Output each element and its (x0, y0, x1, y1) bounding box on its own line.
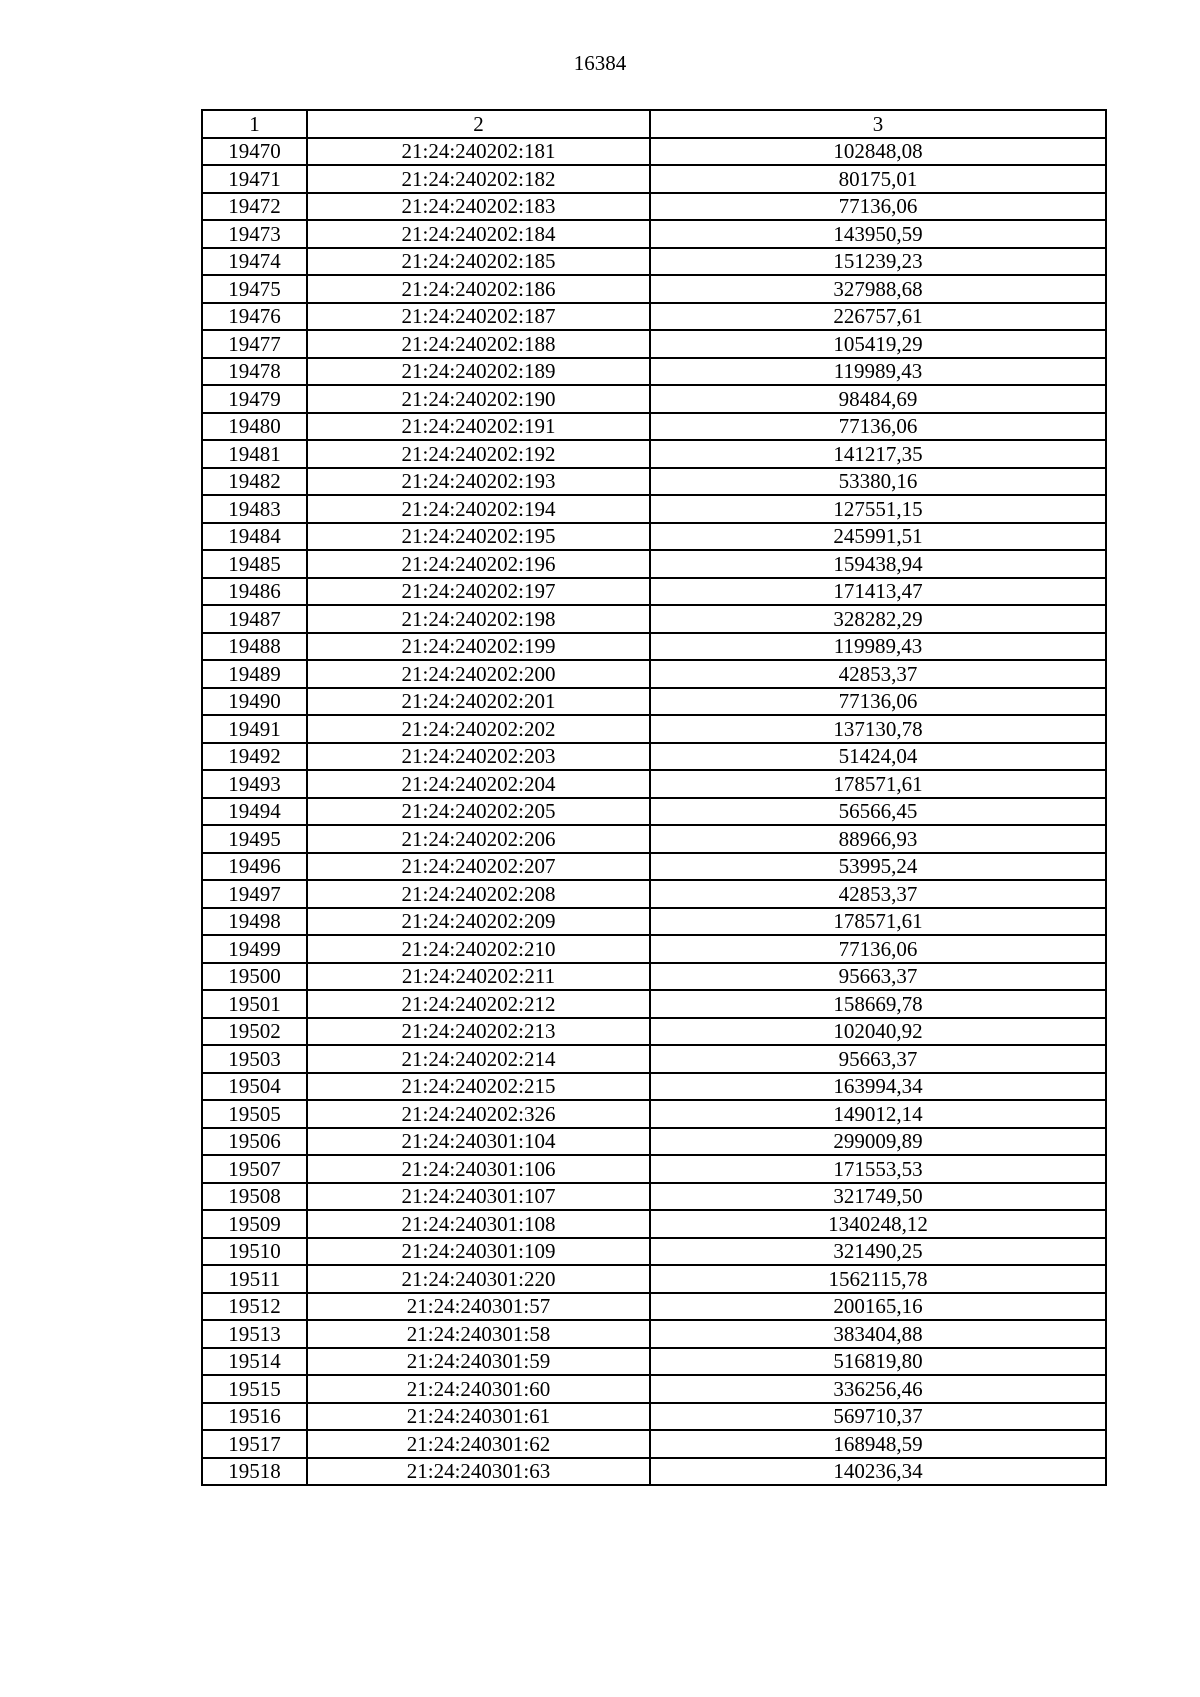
table-row (202, 523, 1106, 551)
cadastral-number-cell: 21:24:240301:220 (307, 1265, 650, 1293)
row-number-cell: 19482 (202, 468, 307, 496)
table-row (202, 1073, 1106, 1101)
value-cell: 159438,94 (650, 550, 1106, 578)
cadastral-number-cell: 21:24:240202:206 (307, 825, 650, 853)
cadastral-number-cell: 21:24:240301:59 (307, 1348, 650, 1376)
value-cell: 140236,34 (650, 1458, 1106, 1486)
value-cell: 299009,89 (650, 1128, 1106, 1156)
cadastral-number-cell: 21:24:240301:107 (307, 1183, 650, 1211)
value-cell: 77136,06 (650, 935, 1106, 963)
cadastral-number-cell: 21:24:240202:185 (307, 248, 650, 276)
table-row (202, 578, 1106, 606)
table-row (202, 935, 1106, 963)
row-number-cell: 19516 (202, 1403, 307, 1431)
row-number-cell: 19494 (202, 798, 307, 826)
cadastral-number-cell: 21:24:240202:190 (307, 385, 650, 413)
table-row (202, 495, 1106, 523)
table-row (202, 1155, 1106, 1183)
row-number-cell: 19498 (202, 908, 307, 936)
cadastral-number-cell: 21:24:240202:194 (307, 495, 650, 523)
row-number-cell: 19517 (202, 1430, 307, 1458)
table-row (202, 275, 1106, 303)
cadastral-number-cell: 21:24:240202:187 (307, 303, 650, 331)
row-number-cell: 19492 (202, 743, 307, 771)
table-row (202, 550, 1106, 578)
value-cell: 77136,06 (650, 193, 1106, 221)
row-number-cell: 19483 (202, 495, 307, 523)
value-cell: 143950,59 (650, 220, 1106, 248)
table-row (202, 1018, 1106, 1046)
cadastral-number-cell: 21:24:240202:182 (307, 165, 650, 193)
row-number-cell: 19479 (202, 385, 307, 413)
cadastral-number-cell: 21:24:240301:109 (307, 1238, 650, 1266)
value-cell: 119989,43 (650, 633, 1106, 661)
value-cell: 80175,01 (650, 165, 1106, 193)
row-number-cell: 19506 (202, 1128, 307, 1156)
cadastral-number-cell: 21:24:240202:202 (307, 715, 650, 743)
value-cell: 53995,24 (650, 853, 1106, 881)
table-row (202, 853, 1106, 881)
value-cell: 171413,47 (650, 578, 1106, 606)
row-number-cell: 19484 (202, 523, 307, 551)
cadastral-number-cell: 21:24:240301:63 (307, 1458, 650, 1486)
row-number-cell: 19485 (202, 550, 307, 578)
value-cell: 245991,51 (650, 523, 1106, 551)
table-row (202, 715, 1106, 743)
row-number-cell: 19503 (202, 1045, 307, 1073)
cadastral-number-cell: 21:24:240202:215 (307, 1073, 650, 1101)
table-row (202, 330, 1106, 358)
value-cell: 1340248,12 (650, 1210, 1106, 1238)
row-number-cell: 19513 (202, 1320, 307, 1348)
value-cell: 321490,25 (650, 1238, 1106, 1266)
table-row (202, 468, 1106, 496)
cadastral-number-cell: 21:24:240202:200 (307, 660, 650, 688)
value-cell: 77136,06 (650, 688, 1106, 716)
row-number-cell: 19500 (202, 963, 307, 991)
value-cell: 336256,46 (650, 1375, 1106, 1403)
table-row (202, 385, 1106, 413)
table-row (202, 1293, 1106, 1321)
table-row (202, 743, 1106, 771)
value-cell: 178571,61 (650, 908, 1106, 936)
value-cell: 163994,34 (650, 1073, 1106, 1101)
cadastral-number-cell: 21:24:240202:210 (307, 935, 650, 963)
table-row (202, 138, 1106, 166)
table-row (202, 1238, 1106, 1266)
table-row (202, 963, 1106, 991)
row-number-cell: 19512 (202, 1293, 307, 1321)
table-row (202, 193, 1106, 221)
table-row (202, 220, 1106, 248)
value-cell: 88966,93 (650, 825, 1106, 853)
value-cell: 151239,23 (650, 248, 1106, 276)
table-row (202, 1348, 1106, 1376)
value-cell: 51424,04 (650, 743, 1106, 771)
table-row (202, 1430, 1106, 1458)
cadastral-number-cell: 21:24:240202:209 (307, 908, 650, 936)
cadastral-number-cell: 21:24:240202:197 (307, 578, 650, 606)
row-number-cell: 19508 (202, 1183, 307, 1211)
row-number-cell: 19496 (202, 853, 307, 881)
cadastral-number-cell: 21:24:240202:196 (307, 550, 650, 578)
row-number-cell: 19497 (202, 880, 307, 908)
table-row (202, 825, 1106, 853)
row-number-cell: 19481 (202, 440, 307, 468)
row-number-cell: 19475 (202, 275, 307, 303)
table-header-row (202, 110, 1106, 138)
cadastral-number-cell: 21:24:240301:106 (307, 1155, 650, 1183)
row-number-cell: 19499 (202, 935, 307, 963)
row-number-cell: 19510 (202, 1238, 307, 1266)
cadastral-number-cell: 21:24:240202:208 (307, 880, 650, 908)
table-row (202, 1458, 1106, 1486)
table-row (202, 908, 1106, 936)
row-number-cell: 19478 (202, 358, 307, 386)
table-row (202, 1375, 1106, 1403)
cadastral-number-cell: 21:24:240301:58 (307, 1320, 650, 1348)
data-table (201, 109, 1107, 1486)
cadastral-number-cell: 21:24:240202:204 (307, 770, 650, 798)
row-number-cell: 19514 (202, 1348, 307, 1376)
cadastral-number-cell: 21:24:240301:57 (307, 1293, 650, 1321)
row-number-cell: 19495 (202, 825, 307, 853)
table-row (202, 165, 1106, 193)
cadastral-number-cell: 21:24:240202:181 (307, 138, 650, 166)
table-row (202, 880, 1106, 908)
value-cell: 95663,37 (650, 1045, 1106, 1073)
value-cell: 102040,92 (650, 1018, 1106, 1046)
value-cell: 102848,08 (650, 138, 1106, 166)
table-row (202, 358, 1106, 386)
row-number-cell: 19470 (202, 138, 307, 166)
row-number-cell: 19511 (202, 1265, 307, 1293)
table-row (202, 1210, 1106, 1238)
value-cell: 516819,80 (650, 1348, 1106, 1376)
table-row (202, 1100, 1106, 1128)
value-cell: 105419,29 (650, 330, 1106, 358)
value-cell: 77136,06 (650, 413, 1106, 441)
cadastral-number-cell: 21:24:240202:207 (307, 853, 650, 881)
cadastral-number-cell: 21:24:240202:211 (307, 963, 650, 991)
cadastral-number-cell: 21:24:240301:104 (307, 1128, 650, 1156)
column-header-3: 3 (650, 110, 1106, 138)
row-number-cell: 19504 (202, 1073, 307, 1101)
cadastral-number-cell: 21:24:240202:191 (307, 413, 650, 441)
value-cell: 98484,69 (650, 385, 1106, 413)
row-number-cell: 19471 (202, 165, 307, 193)
cadastral-number-cell: 21:24:240202:193 (307, 468, 650, 496)
cadastral-number-cell: 21:24:240301:61 (307, 1403, 650, 1431)
row-number-cell: 19474 (202, 248, 307, 276)
row-number-cell: 19477 (202, 330, 307, 358)
row-number-cell: 19507 (202, 1155, 307, 1183)
table-row (202, 770, 1106, 798)
cadastral-number-cell: 21:24:240202:203 (307, 743, 650, 771)
cadastral-number-cell: 21:24:240301:62 (307, 1430, 650, 1458)
cadastral-number-cell: 21:24:240202:195 (307, 523, 650, 551)
table-row (202, 1183, 1106, 1211)
table-row (202, 440, 1106, 468)
table-row (202, 303, 1106, 331)
value-cell: 95663,37 (650, 963, 1106, 991)
row-number-cell: 19472 (202, 193, 307, 221)
value-cell: 321749,50 (650, 1183, 1106, 1211)
value-cell: 119989,43 (650, 358, 1106, 386)
row-number-cell: 19480 (202, 413, 307, 441)
value-cell: 226757,61 (650, 303, 1106, 331)
table-row (202, 1320, 1106, 1348)
cadastral-number-cell: 21:24:240202:201 (307, 688, 650, 716)
table-row (202, 248, 1106, 276)
row-number-cell: 19505 (202, 1100, 307, 1128)
column-header-2: 2 (307, 110, 650, 138)
cadastral-number-cell: 21:24:240202:212 (307, 990, 650, 1018)
value-cell: 569710,37 (650, 1403, 1106, 1431)
value-cell: 149012,14 (650, 1100, 1106, 1128)
column-header-1: 1 (202, 110, 307, 138)
row-number-cell: 19473 (202, 220, 307, 248)
row-number-cell: 19518 (202, 1458, 307, 1486)
value-cell: 383404,88 (650, 1320, 1106, 1348)
cadastral-number-cell: 21:24:240202:186 (307, 275, 650, 303)
value-cell: 178571,61 (650, 770, 1106, 798)
row-number-cell: 19501 (202, 990, 307, 1018)
row-number-cell: 19487 (202, 605, 307, 633)
table-row (202, 1045, 1106, 1073)
table-row (202, 1403, 1106, 1431)
value-cell: 158669,78 (650, 990, 1106, 1018)
value-cell: 127551,15 (650, 495, 1106, 523)
table-row (202, 413, 1106, 441)
cadastral-number-cell: 21:24:240202:183 (307, 193, 650, 221)
row-number-cell: 19486 (202, 578, 307, 606)
table-row (202, 990, 1106, 1018)
value-cell: 171553,53 (650, 1155, 1106, 1183)
value-cell: 56566,45 (650, 798, 1106, 826)
cadastral-number-cell: 21:24:240202:188 (307, 330, 650, 358)
row-number-cell: 19509 (202, 1210, 307, 1238)
value-cell: 137130,78 (650, 715, 1106, 743)
cadastral-number-cell: 21:24:240202:205 (307, 798, 650, 826)
row-number-cell: 19502 (202, 1018, 307, 1046)
row-number-cell: 19489 (202, 660, 307, 688)
row-number-cell: 19476 (202, 303, 307, 331)
cadastral-number-cell: 21:24:240202:189 (307, 358, 650, 386)
cadastral-number-cell: 21:24:240202:199 (307, 633, 650, 661)
cadastral-number-cell: 21:24:240202:198 (307, 605, 650, 633)
row-number-cell: 19493 (202, 770, 307, 798)
cadastral-number-cell: 21:24:240202:326 (307, 1100, 650, 1128)
row-number-cell: 19490 (202, 688, 307, 716)
value-cell: 1562115,78 (650, 1265, 1106, 1293)
table-body (202, 138, 1106, 1486)
cadastral-number-cell: 21:24:240202:214 (307, 1045, 650, 1073)
table-row (202, 633, 1106, 661)
cadastral-number-cell: 21:24:240301:60 (307, 1375, 650, 1403)
cadastral-number-cell: 21:24:240202:184 (307, 220, 650, 248)
cadastral-number-cell: 21:24:240202:213 (307, 1018, 650, 1046)
table-row (202, 1265, 1106, 1293)
table-row (202, 798, 1106, 826)
value-cell: 200165,16 (650, 1293, 1106, 1321)
cadastral-number-cell: 21:24:240301:108 (307, 1210, 650, 1238)
table-row (202, 688, 1106, 716)
row-number-cell: 19488 (202, 633, 307, 661)
value-cell: 168948,59 (650, 1430, 1106, 1458)
table-row (202, 605, 1106, 633)
value-cell: 327988,68 (650, 275, 1106, 303)
table-row (202, 1128, 1106, 1156)
row-number-cell: 19515 (202, 1375, 307, 1403)
value-cell: 42853,37 (650, 880, 1106, 908)
value-cell: 141217,35 (650, 440, 1106, 468)
row-number-cell: 19491 (202, 715, 307, 743)
value-cell: 42853,37 (650, 660, 1106, 688)
value-cell: 328282,29 (650, 605, 1106, 633)
page-number: 16384 (573, 51, 627, 75)
value-cell: 53380,16 (650, 468, 1106, 496)
table-row (202, 660, 1106, 688)
cadastral-number-cell: 21:24:240202:192 (307, 440, 650, 468)
